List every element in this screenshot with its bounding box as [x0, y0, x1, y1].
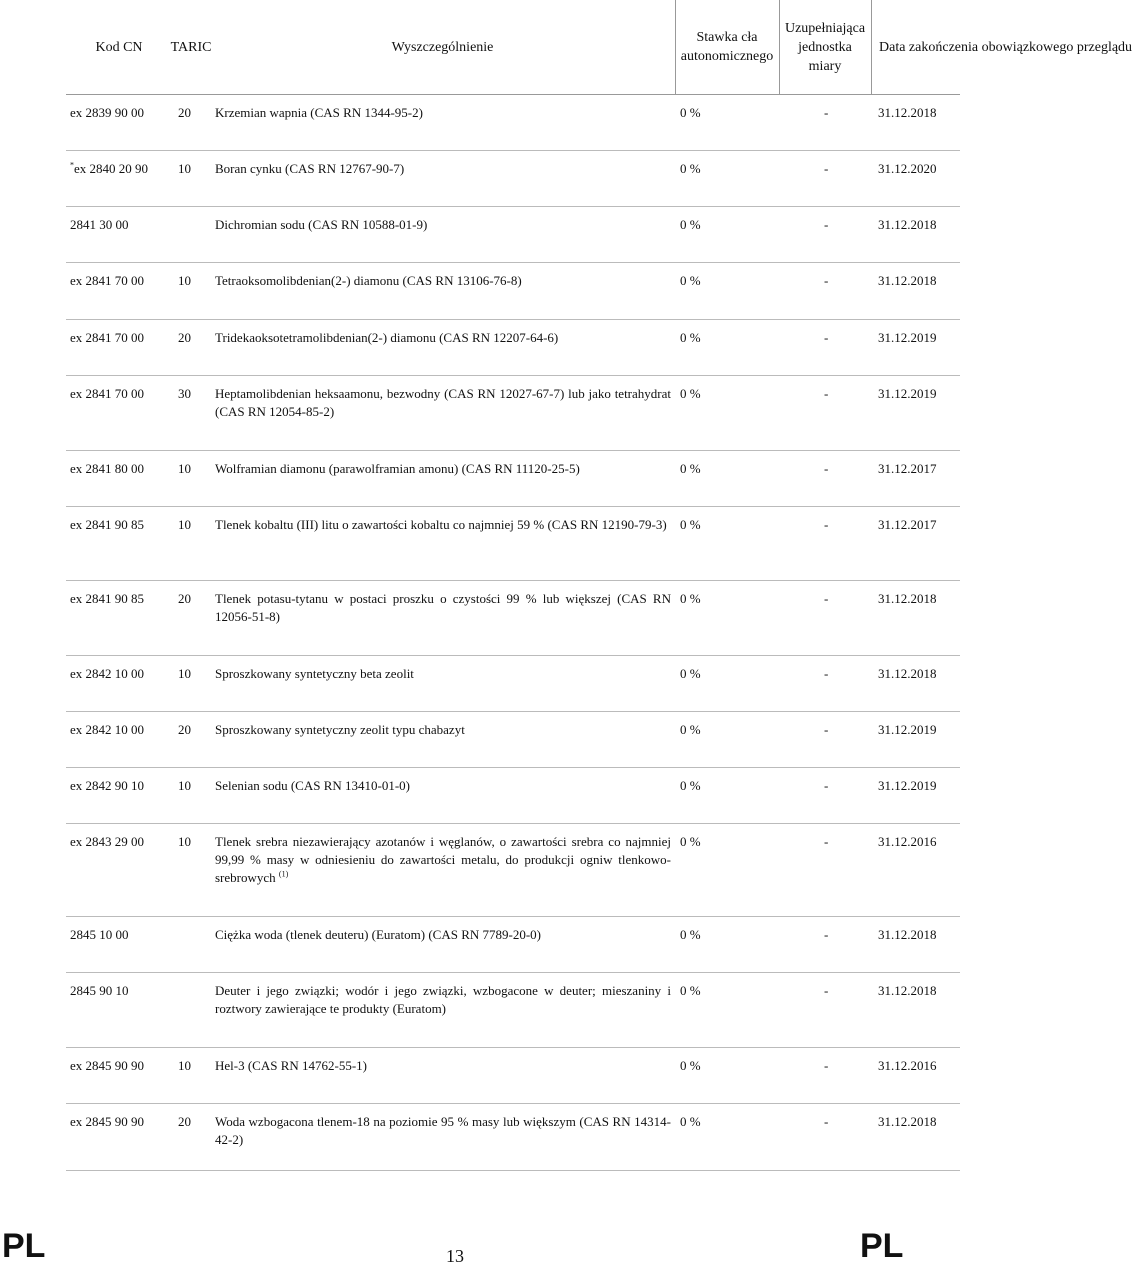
supplementary-unit: - [824, 666, 829, 681]
cn-code: *ex 2840 20 90 [70, 160, 149, 176]
cn-code: ex 2842 90 10 [70, 778, 145, 793]
table-row [66, 95, 960, 151]
header-description: Wyszczególnienie [391, 39, 494, 55]
description: Sproszkowany syntetyczny beta zeolit [215, 666, 414, 681]
review-date: 31.12.2018 [878, 105, 937, 120]
duty-rate: 0 % [680, 1114, 701, 1129]
description: Selenian sodu (CAS RN 13410-01-0) [215, 778, 410, 793]
review-date: 31.12.2018 [878, 983, 937, 998]
taric-code: 10 [178, 834, 191, 849]
duty-rate: 0 % [680, 161, 701, 176]
review-date: 31.12.2017 [878, 517, 937, 532]
review-date: 31.12.2018 [878, 927, 937, 942]
supplementary-unit: - [824, 161, 829, 176]
supplementary-unit: - [824, 983, 829, 998]
cn-code: 2845 10 00 [70, 927, 129, 942]
description: Tlenek srebra niezawierający azotanów i węglanów, o zawartości srebra co najmniej 99,99 % masy w odniesieniu do zawartości metalu, do produkcji ogniw tlenkowo-srebrowych $^{(1)}$ [215, 834, 671, 885]
supplementary-unit: - [824, 461, 829, 476]
cn-code: ex 2841 90 85 [70, 517, 145, 532]
table-row [66, 768, 960, 824]
supplementary-unit: - [824, 217, 829, 232]
header-rate: Stawka cła autonomicznego [680, 30, 774, 64]
taric-code: 10 [178, 273, 191, 288]
review-date: 31.12.2019 [878, 778, 937, 793]
duty-rate: 0 % [680, 105, 701, 120]
table-row [66, 1104, 960, 1171]
cn-code: ex 2841 70 00 [70, 273, 145, 288]
cn-code: ex 2845 90 90 [70, 1058, 145, 1073]
cn-code: ex 2841 90 85 [70, 591, 145, 606]
description: Tetraoksomolibdenian(2-) diamonu (CAS RN 13106-76-8) [215, 273, 522, 288]
header-divider [871, 0, 872, 94]
header-cn: Kod CN [95, 39, 143, 55]
taric-code: 10 [178, 161, 191, 176]
review-date: 31.12.2017 [878, 461, 937, 476]
cn-code: ex 2841 70 00 [70, 330, 145, 345]
supplementary-unit: - [824, 517, 829, 532]
description: Krzemian wapnia (CAS RN 1344-95-2) [215, 105, 423, 120]
description: Tlenek kobaltu (III) litu o zawartości kobaltu co najmniej 59 % (CAS RN 12190-79-3) [215, 517, 667, 532]
duty-rate: 0 % [680, 517, 701, 532]
header-divider [779, 0, 780, 94]
duty-rate: 0 % [680, 778, 701, 793]
review-date: 31.12.2019 [878, 330, 937, 345]
review-date: 31.12.2016 [878, 1058, 937, 1073]
description: Ciężka woda (tlenek deuteru) (Euratom) (CAS RN 7789-20-0) [215, 927, 541, 942]
supplementary-unit: - [824, 927, 829, 942]
taric-code: 10 [178, 461, 191, 476]
description: Deuter i jego związki; wodór i jego związki, wzbogacone w deuter; mieszaniny i roztwory zawierające te produkty (Euratom) [215, 983, 671, 1016]
header-review-date [879, 0, 1132, 94]
table-row [66, 320, 960, 376]
cn-code: 2841 30 00 [70, 217, 129, 232]
header-review-date-text: Data zakończenia obowiązkowego przeglądu [879, 39, 1132, 55]
duty-rate: 0 % [680, 273, 701, 288]
duty-rate: 0 % [680, 330, 701, 345]
description: Hel-3 (CAS RN 14762-55-1) [215, 1058, 368, 1073]
description: Dichromian sodu (CAS RN 10588-01-9) [215, 217, 428, 232]
duty-rate: 0 % [680, 722, 701, 737]
cn-code: ex 2841 80 00 [70, 461, 145, 476]
supplementary-unit: - [824, 273, 829, 288]
taric-code: 20 [178, 330, 191, 345]
review-date: 31.12.2018 [878, 591, 937, 606]
review-date: 31.12.2019 [878, 722, 937, 737]
cn-code: ex 2845 90 90 [70, 1114, 145, 1129]
description: Wolframian diamonu (parawolframian amonu) (CAS RN 11120-25-5) [215, 461, 580, 476]
table-row [66, 973, 960, 1048]
description: Boran cynku (CAS RN 12767-90-7) [215, 161, 405, 176]
cn-code: ex 2842 10 00 [70, 666, 145, 681]
supplementary-unit: - [824, 1114, 829, 1129]
duty-rate: 0 % [680, 386, 701, 401]
supplementary-unit: - [824, 778, 829, 793]
supplementary-unit: - [824, 591, 829, 606]
cn-code: ex 2841 70 00 [70, 386, 145, 401]
duty-rate: 0 % [680, 983, 701, 998]
footer-language-right: PL [860, 1227, 904, 1265]
duty-rate: 0 % [680, 1058, 701, 1073]
table-row [66, 263, 960, 320]
taric-code: 10 [178, 778, 191, 793]
supplementary-unit: - [824, 105, 829, 120]
review-date: 31.12.2018 [878, 217, 937, 232]
description: Sproszkowany syntetyczny zeolit typu chabazyt [215, 722, 465, 737]
taric-code: 10 [178, 1058, 191, 1073]
review-date: 31.12.2018 [878, 666, 937, 681]
review-date: 31.12.2020 [878, 161, 937, 176]
duty-rate: 0 % [680, 217, 701, 232]
table-row [66, 656, 960, 712]
table-header [66, 0, 1132, 95]
table-row [66, 151, 960, 207]
header-divider [675, 0, 676, 94]
review-date: 31.12.2016 [878, 834, 937, 849]
duty-rate: 0 % [680, 591, 701, 606]
supplementary-unit: - [824, 386, 829, 401]
duty-rate: 0 % [680, 666, 701, 681]
cn-code: ex 2842 10 00 [70, 722, 145, 737]
table-row [66, 581, 960, 656]
footer-language-left: PL [2, 1227, 46, 1265]
description: Woda wzbogacona tlenem-18 na poziomie 95 % masy lub większym (CAS RN 14314-42-2) [215, 1114, 671, 1147]
taric-code: 20 [178, 722, 191, 737]
supplementary-unit: - [824, 722, 829, 737]
duty-rate: 0 % [680, 927, 701, 942]
header-taric: TARIC [170, 39, 212, 55]
table-row [66, 507, 960, 581]
table-row [66, 824, 960, 917]
review-date: 31.12.2018 [878, 273, 937, 288]
table-row [66, 712, 960, 768]
taric-code: 10 [178, 666, 191, 681]
cn-code: ex 2843 29 00 [70, 834, 145, 849]
description: Tlenek potasu-tytanu w postaci proszku o czystości 99 % lub większej (CAS RN 12056-51-8) [215, 591, 671, 624]
review-date: 31.12.2019 [878, 386, 937, 401]
review-date: 31.12.2018 [878, 1114, 937, 1129]
taric-code: 20 [178, 105, 191, 120]
supplementary-unit: - [824, 330, 829, 345]
description: Tridekaoksotetramolibdenian(2-) diamonu (CAS RN 12207-64-6) [215, 330, 559, 345]
taric-code: 10 [178, 517, 191, 532]
tariff-table [66, 0, 1132, 1171]
table-row [66, 451, 960, 507]
duty-rate: 0 % [680, 461, 701, 476]
supplementary-unit: - [824, 834, 829, 849]
supplementary-unit: - [824, 1058, 829, 1073]
table-row [66, 1048, 960, 1104]
cn-code: ex 2839 90 00 [70, 105, 145, 120]
duty-rate: 0 % [680, 834, 701, 849]
cn-code: 2845 90 10 [70, 983, 129, 998]
table-row [66, 207, 960, 263]
table-row [66, 376, 960, 451]
page-number: 13 [446, 1246, 464, 1266]
table-row [66, 917, 960, 973]
header-unit: Uzupełniająca jednostka miary [784, 20, 866, 74]
description: Heptamolibdenian heksaamonu, bezwodny (CAS RN 12027-67-7) lub jako tetrahydrat (CAS RN 12054-85-2) [215, 386, 671, 419]
taric-code: 20 [178, 1114, 191, 1129]
taric-code: 20 [178, 591, 191, 606]
taric-code: 30 [178, 386, 191, 401]
